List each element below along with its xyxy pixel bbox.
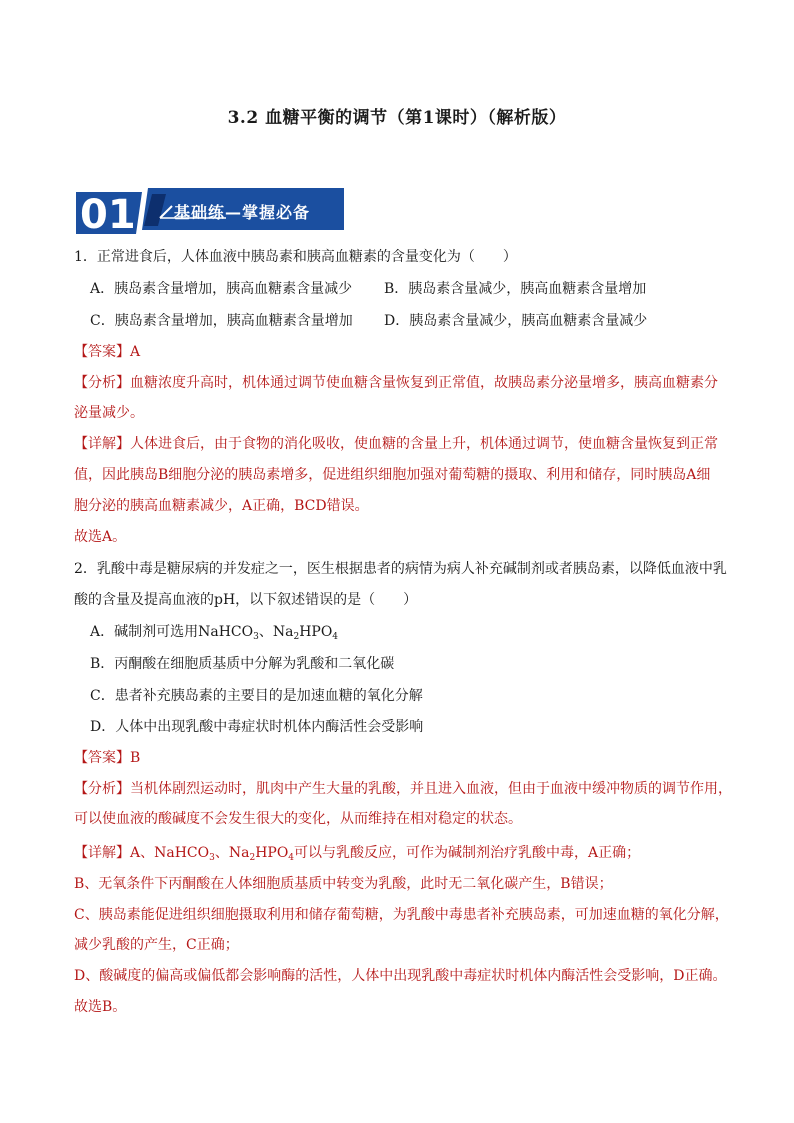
subscript: 4	[332, 632, 339, 642]
detail-tag: 【详解】	[74, 845, 130, 861]
text-run: A、NaHCO	[130, 845, 210, 861]
analysis-tag: 【分析】	[74, 375, 130, 391]
q1-option-c: C．胰岛素含量增加，胰高血糖素含量增加	[90, 313, 353, 329]
analysis-text: 血糖浓度升高时，机体通过调节使血糖含量恢复到正常值，故胰岛素分泌量增多，胰高血糖素分	[130, 375, 718, 391]
text-run: 、Na	[214, 845, 250, 861]
q2-answer	[74, 748, 140, 768]
subscript: 2	[249, 853, 256, 863]
q2-stem-line-2: 酸的含量及提高血液的pH，以下叙述错误的是（ ）	[74, 592, 418, 608]
q1-detail-line-2: 值，因此胰岛B细胞分泌的胰岛素增多，促进组织细胞加强对葡萄糖的摄取、利用和储存，同时胰岛A细	[74, 467, 711, 483]
analysis-tag: 【分析】	[74, 781, 130, 797]
analysis-text: 当机体剧烈运动时，肌肉中产生大量的乳酸，并且进入血液，但由于血液中缓冲物质的调节作用，	[130, 781, 732, 797]
banner-number: 01	[80, 192, 136, 234]
q1-option-b: B．胰岛素含量减少，胰高血糖素含量增加	[384, 281, 647, 297]
subscript: 4	[288, 853, 295, 863]
section-banner	[76, 188, 344, 234]
q2-option-d: D．人体中出现乳酸中毒症状时机体内酶活性会受影响	[90, 719, 424, 735]
answer-tag: 【答案】	[74, 750, 130, 766]
subscript: 3	[209, 853, 215, 863]
q2-detail-c-line-1: C、胰岛素能促进组织细胞摄取利用和储存葡萄糖，为乳酸中毒患者补充胰岛素，可加速血糖的氧化分解，	[74, 907, 729, 923]
text-run: 可以与乳酸反应，可作为碱制剂治疗乳酸中毒，A正确；	[294, 845, 641, 861]
text-run: A．碱制剂可选用NaHCO	[90, 624, 254, 640]
q2-stem-line-1: 2．乳酸中毒是糖尿病的并发症之一，医生根据患者的病情为病人补充碱制剂或者胰岛素，以降低血液中乳	[74, 561, 727, 577]
q2-detail-b: B、无氧条件下丙酮酸在人体细胞质基质中转变为乳酸，此时无二氧化碳产生，B错误；	[74, 876, 613, 892]
document-title: 3.2 血糖平衡的调节（第1课时）（解析版）	[227, 108, 567, 128]
detail-text: 人体进食后，由于食物的消化吸收，使血糖的含量上升，机体通过调节，使血糖含量恢复到正常	[130, 436, 718, 452]
answer-tag: 【答案】	[74, 344, 130, 360]
q1-option-a: A．胰岛素含量增加，胰高血糖素含量减少	[90, 281, 353, 297]
q2-option-c: C．患者补充胰岛素的主要目的是加速血糖的氧化分解	[90, 688, 423, 704]
answer-value: B	[130, 750, 141, 766]
text-run: HPO	[299, 624, 333, 640]
q1-analysis-line-2: 泌量减少。	[74, 405, 144, 421]
q1-detail-line-3: 胞分泌的胰高血糖素减少，A正确，BCD错误。	[74, 498, 369, 514]
q2-detail-d: D、酸碱度的偏高或偏低都会影响酶的活性，人体中出现乳酸中毒症状时机体内酶活性会受影响，D正确。	[74, 968, 727, 984]
text-run: HPO	[255, 845, 289, 861]
q1-answer	[74, 342, 140, 362]
subscript: 2	[293, 632, 300, 642]
q2-option-a	[90, 622, 338, 647]
q2-conclusion: 故选B。	[74, 999, 127, 1015]
q2-detail-c-line-2: 减少乳酸的产生，C正确；	[74, 937, 239, 953]
q2-analysis-line-1	[74, 779, 732, 799]
q1-conclusion: 故选A。	[74, 529, 127, 545]
q2-option-b: B．丙酮酸在细胞质基质中分解为乳酸和二氧化碳	[90, 656, 395, 672]
banner-title: 基础练—掌握必备	[174, 203, 311, 222]
q1-stem: 1．正常进食后，人体血液中胰岛素和胰高血糖素的含量变化为（ ）	[74, 249, 517, 265]
subscript: 3	[253, 632, 259, 642]
detail-text	[130, 845, 640, 861]
detail-tag: 【详解】	[74, 436, 130, 452]
q1-option-d: D．胰岛素含量减少，胰高血糖素含量减少	[384, 313, 648, 329]
q1-analysis-line-1	[74, 373, 718, 393]
text-run: 、Na	[258, 624, 294, 640]
q1-detail-line-1	[74, 434, 718, 454]
q2-analysis-line-2: 可以使血液的酸碱度不会发生很大的变化，从而维持在相对稳定的状态。	[74, 811, 522, 827]
answer-value: A	[130, 344, 141, 360]
q2-detail-a	[74, 843, 640, 868]
